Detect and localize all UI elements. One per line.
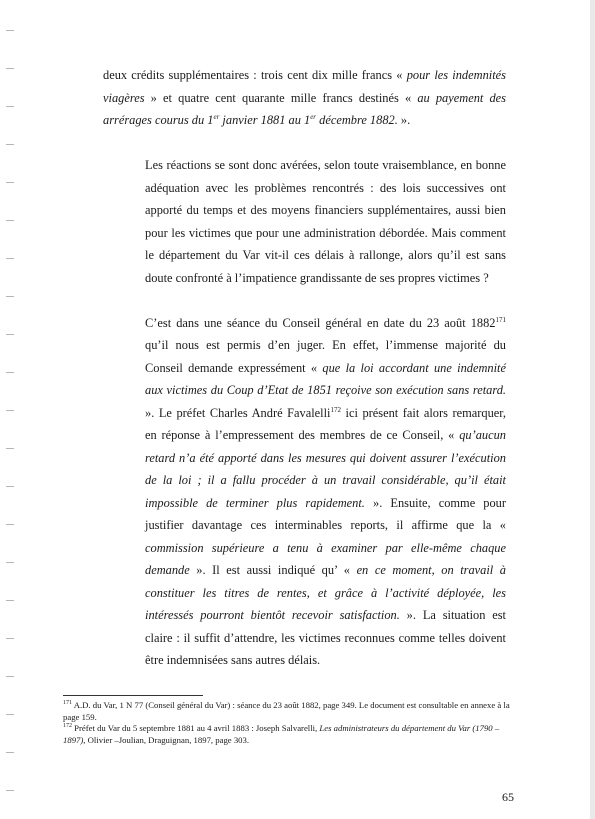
footnote [63,700,513,723]
margin-tick [6,296,14,297]
margin-tick [6,638,14,639]
margin-tick [6,30,14,31]
paragraph [103,64,506,132]
paragraph [103,154,506,289]
margin-tick [6,600,14,601]
footnote-reference: 172 [63,723,72,730]
quoted-text: commission supérieure a tenu à examiner par elle-même chaque demande [145,540,506,577]
margin-tick [6,220,14,221]
text-run: ». Le préfet Charles André Favalelli [145,405,331,420]
quoted-text: décembre 1882. [316,113,398,127]
quoted-text: que la loi accordant une indemnité aux victimes du Coup d’Etat de 1851 reçoive son exécution sans retard. [145,360,506,397]
binder-margin-marks [0,0,20,819]
text-run: C’est dans une séance du Conseil général en date du 23 août 1882 [145,315,496,330]
paragraph [103,312,506,672]
quoted-text: Les administrateurs du département du Var (1790 –1897) [63,723,500,745]
text-run: qu’il nous est permis d’en juger. En effet, l’immense majorité du Conseil demande expressément « [145,338,506,375]
footnote-separator [63,695,203,696]
scan-edge [590,0,595,819]
margin-tick [6,334,14,335]
margin-tick [6,790,14,791]
footnote-reference: 172 [330,405,341,414]
margin-tick [6,486,14,487]
footnote-reference: er [310,112,317,121]
text-run: ». La situation est claire : il suffit d’attendre, les victimes reconnues comme telles doivent être indemnisées sans autres délais. [145,608,506,667]
margin-tick [6,144,14,145]
footnote-reference: 171 [495,315,506,324]
quoted-text: en ce moment, on travail à constituer les titres de rentes, et grâce à l’activité déployée, les intéressés pourront bientôt recevoir satisfaction. [145,563,506,622]
margin-tick [6,676,14,677]
text-run: Préfet du Var du 5 septembre 1881 au 4 avril 1883 : Joseph Salvarelli, [72,723,320,733]
margin-tick [6,372,14,373]
margin-tick [6,448,14,449]
quoted-text: qu’aucun retard n’a été apporté dans les mesures qui doivent assurer l’exécution de la loi ; il a fallu procéder à un travail considérable, qu’il était impossible de terminer plus rapidement. [145,428,506,510]
text-run: ». [397,113,411,127]
quoted-text: janvier 1881 au 1 [219,113,311,127]
page-number: 65 [502,790,514,804]
text-run: ». Il est aussi indiqué qu’ « [189,563,357,577]
footnote-reference: er [213,112,220,121]
quoted-text: pour les indemnités viagères [103,68,506,105]
margin-tick [6,182,14,183]
text-run: Les réactions se sont donc avérées, selon toute vraisemblance, en bonne adéquation avec les problèmes rencontrés : des lois successives ont apporté du temps et des moyens financiers supplémentaires, aussi bien pour les victimes que pour une administration débordée. Mais comment le département du Var vit-il ces délais à rallonge, alors qu’il est sans doute confronté à l’impatience grandissante de ses propres victimes ? [145,158,506,285]
text-run: ». Ensuite, comme pour justifier davantage ces interminables reports, il affirme que la « [145,495,506,532]
margin-tick [6,68,14,69]
margin-tick [6,524,14,525]
footnote [63,723,513,746]
text-run: A.D. du Var, 1 N 77 (Conseil général du Var) : séance du 23 août 1882, page 349. Le document est consultable en annexe à la page 159. [63,700,510,722]
footnote-reference: 171 [63,700,72,707]
margin-tick [6,752,14,753]
text-run: » et quatre cent quarante mille francs destinés « [144,90,418,105]
main-text [103,64,506,672]
text-run: deux crédits supplémentaires : trois cent dix mille francs « [103,68,407,82]
margin-tick [6,410,14,411]
footnotes [63,700,513,746]
text-run: ici présent fait alors remarquer, en réponse à l’empressement des membres de ce Conseil, « [145,405,506,442]
text-run: , Olivier –Joulian, Draguignan, 1897, page 303. [83,734,250,745]
margin-tick [6,562,14,563]
margin-tick [6,258,14,259]
margin-tick [6,106,14,107]
quoted-text: au payement des arrérages courus du 1 [103,90,507,127]
margin-tick [6,714,14,715]
